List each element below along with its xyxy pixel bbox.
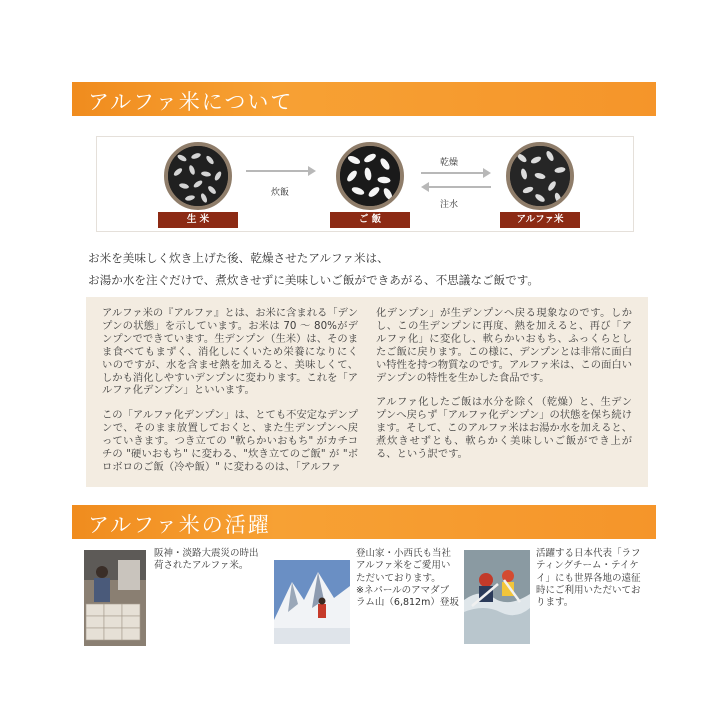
usage-caption: 阪神・淡路大震災の時出 荷されたアルファ米。	[154, 548, 259, 572]
mountain-climbing-photo-icon	[274, 560, 350, 644]
water-arrow-icon	[419, 181, 493, 193]
cooked-rice-label: ご 飯	[330, 212, 410, 228]
dry-arrow-label: 乾燥	[440, 158, 459, 168]
raw-rice-stage	[158, 142, 238, 230]
alpha-starch-explanation	[86, 297, 648, 487]
usage-caption: 活躍する日本代表「ラフ ティングチーム・テイケ イ」にも世界各地の遠征 時にご利用いただいてお ります。	[536, 548, 641, 609]
rafting-photo-icon	[464, 550, 530, 644]
usage-caption: 登山家・小西氏も当社 アルファ米をご愛用い ただいております。 ※ネパールのアマダブ ラム山（6,812m）登坂	[356, 548, 459, 609]
cooked-rice-stage	[330, 142, 410, 230]
explanation-paragraph: 化デンプン」が生デンプンへ戻る現象なのです。しかし、この生デンプンに再度、熱を加えると、再び「アルファ化」に変化し、軟らかいおもち、ふっくらとしたご飯に戻ります。この様に、デンプンとは非常に面白い特性を持つ物質なのです。アルファ米は、この面白いデンプンの特性を生かした食品です。	[376, 307, 632, 384]
alpha-rice-icon	[506, 142, 574, 210]
explanation-paragraph: アルファ米の『アルファ』とは、お米に含まれる「デンプンの状態」を示しています。お米は 70 ～ 80%がデンプンでできています。生デンプン（生米）は、そのまま食べてもまずく、消化しにくいため栄養になりにくいのですが、水を含ませ熱を加えると、美味しくて、しかも消化しやすいデンプンに変わります。これを「アルファ化デンプン」といいます。	[102, 307, 358, 397]
intro-line-2: お湯か水を注ぐだけで、煮炊きせずに美味しいご飯ができあがる、不思議なご飯です。	[88, 273, 539, 287]
explanation-left-column	[102, 307, 358, 486]
cooked-rice-icon	[336, 142, 404, 210]
intro-line-1: お米を美味しく炊き上げた後、乾燥させたアルファ米は、	[88, 251, 389, 265]
usage-item-rafting	[464, 546, 644, 646]
usage-section-title: アルファ米の活躍	[88, 513, 271, 537]
raw-rice-icon	[164, 142, 232, 210]
about-section-title: アルファ米について	[88, 90, 294, 114]
alpha-rice-stage	[500, 142, 580, 230]
dry-arrow-icon	[419, 167, 493, 179]
explanation-right-column	[376, 307, 632, 473]
cook-arrow-label: 炊飯	[271, 188, 290, 198]
disaster-relief-photo-icon	[84, 550, 146, 646]
explanation-paragraph: アルファ化したご飯は水分を除く（乾燥）と、生デンプンへ戻らず「アルファ化デンプン」の状態を保ち続けます。そして、このアルファ米はお湯か水を加えると、煮炊きせずとも、軟らかく美味しいご飯ができ上がる、という訳です。	[376, 396, 632, 461]
raw-rice-label: 生 米	[158, 212, 238, 228]
usage-item-mountaineering	[274, 546, 470, 646]
alpha-rice-process-diagram	[96, 136, 634, 232]
usage-item-disaster	[84, 546, 274, 646]
about-section-banner	[72, 82, 656, 116]
usage-section-banner	[72, 505, 656, 539]
water-arrow-label: 注水	[440, 200, 459, 210]
explanation-paragraph: この「アルファ化デンプン」は、とても不安定なデンプンで、そのまま放置しておくと、また生デンプンへ戻っていきます。つき立ての "軟らかいおもち" がカチコチの "硬いおもち" に変わる、"炊き立てのご飯" が "ボロボロのご飯（冷や飯）" に変わるのは、「アルファ	[102, 409, 358, 473]
alpha-rice-label: アルファ米	[500, 212, 580, 228]
cook-arrow-icon	[244, 165, 318, 177]
